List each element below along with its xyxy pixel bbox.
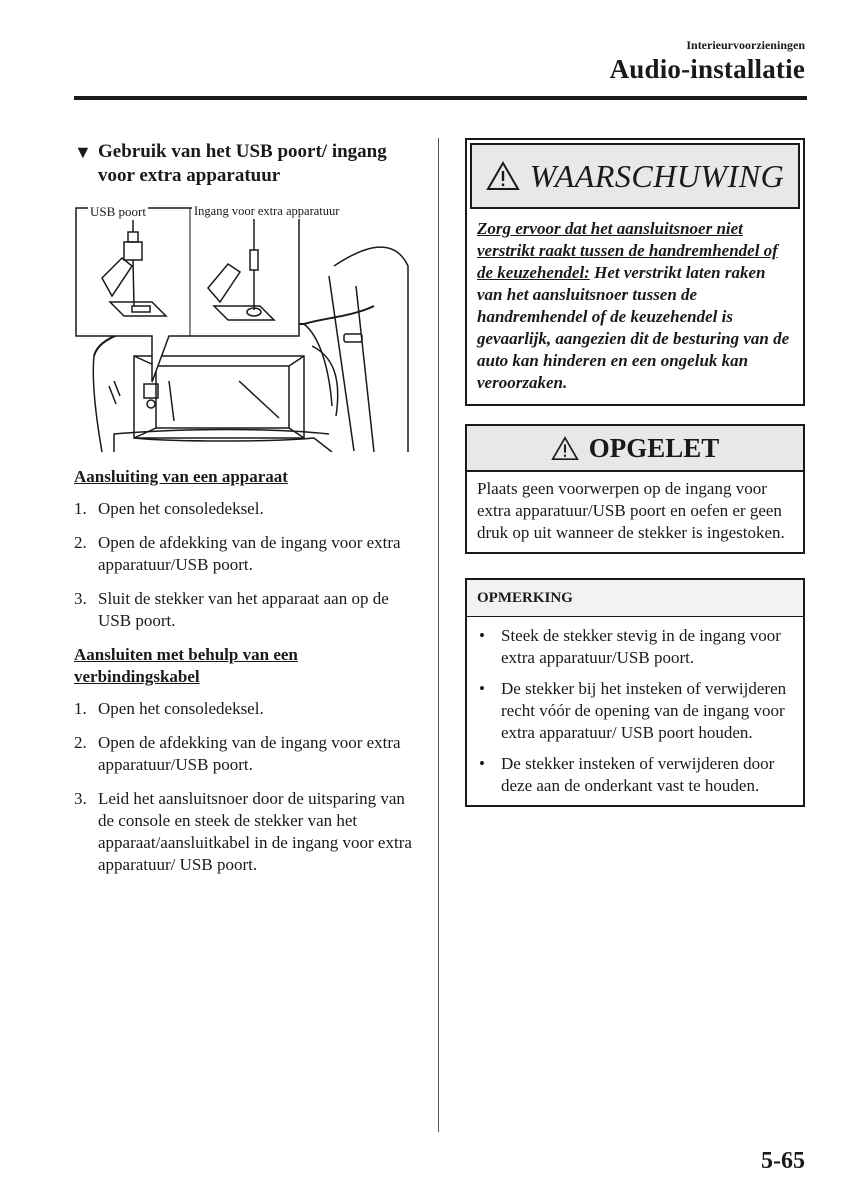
step-text: Open het consoledeksel. [98, 499, 264, 518]
console-diagram [74, 206, 412, 452]
warning-text [467, 212, 803, 404]
page-title: Audio-installatie [609, 54, 805, 84]
subsection-heading: Aansluiten met behulp van een verbindingskabel [74, 645, 298, 686]
header-section: Interieurvoorzieningen [686, 38, 805, 52]
subsection-heading: Aansluiting van een apparaat [74, 467, 288, 486]
note-item [477, 678, 793, 744]
aux-input-label: Ingang voor extra apparatuur [194, 204, 340, 218]
steps-list [74, 498, 414, 632]
warning-title: WAARSCHUWING [529, 157, 785, 194]
step-text: Open de afdekking van de ingang voor extra apparatuur/USB poort. [98, 733, 401, 774]
warning-underlined-text: Zorg ervoor dat het aansluitsnoer niet verstrikt raakt tussen de handremhendel of de keuzehendel: [477, 219, 778, 282]
step-text: Open het consoledeksel. [98, 699, 264, 718]
warning-box [465, 138, 805, 406]
step-number: 1. [74, 499, 87, 518]
right-column [465, 138, 805, 807]
warning-triangle-icon [486, 161, 520, 191]
caution-box [465, 424, 805, 554]
header-divider [74, 96, 807, 100]
caution-header [467, 426, 803, 472]
step-number: 1. [74, 699, 87, 718]
step-number: 3. [74, 589, 87, 608]
usb-port-illustration [74, 206, 412, 452]
step-number: 2. [74, 733, 87, 752]
step-item [74, 732, 414, 776]
note-item [477, 625, 793, 669]
caution-triangle-icon [551, 436, 579, 461]
step-item [74, 788, 414, 876]
note-list [467, 617, 803, 805]
warning-body-text: Het verstrikt laten raken van het aansluitsnoer tussen de handremhendel of de keuzehendel is gevaarlijk, aangezien dit de besturing van de auto kan hinderen en een ongeluk kan veroorzaken. [477, 263, 790, 392]
step-item [74, 532, 414, 576]
connect-device-section [74, 466, 414, 632]
bullet-icon: • [479, 679, 485, 698]
step-text: Open de afdekking van de ingang voor extra apparatuur/USB poort. [98, 533, 401, 574]
steps-list [74, 698, 414, 876]
note-title: OPMERKING [467, 580, 803, 617]
step-item [74, 698, 414, 720]
step-text: Sluit de stekker van het apparaat aan op de USB poort. [98, 589, 389, 630]
bullet-icon: • [479, 626, 485, 645]
connect-cable-section [74, 644, 414, 876]
step-item [74, 588, 414, 632]
step-item [74, 498, 414, 520]
column-divider [438, 138, 439, 1132]
caution-title: OPGELET [588, 432, 720, 463]
note-item-text: Steek de stekker stevig in de ingang voor extra apparatuur/USB poort. [501, 626, 781, 667]
step-text: Leid het aansluitsnoer door de uitsparing van de console en steek de stekker van het apparaat/aansluitkabel in de ingang voor extra apparatuur/ USB poort. [98, 789, 412, 874]
step-number: 3. [74, 789, 87, 808]
left-column [74, 140, 414, 888]
triangle-bullet-icon: ▼ [74, 142, 92, 162]
section-title-text: Gebruik van het USB poort/ ingang voor extra apparatuur [98, 141, 387, 186]
page-number: 5-65 [761, 1148, 805, 1174]
note-item-text: De stekker bij het insteken of verwijderen recht vóór de opening van de ingang voor extra apparatuur/ USB poort houden. [501, 679, 787, 742]
section-title [74, 140, 414, 188]
usb-port-label: USB poort [90, 204, 146, 219]
warning-header [470, 143, 800, 209]
note-item-text: De stekker insteken of verwijderen door deze aan de onderkant vast te houden. [501, 754, 775, 795]
note-box [465, 578, 805, 807]
caution-text: Plaats geen voorwerpen op de ingang voor extra apparatuur/USB poort en oefen er geen druk op uit wanneer de stekker is ingestoken. [477, 479, 785, 542]
bullet-icon: • [479, 754, 485, 773]
note-item [477, 753, 793, 797]
step-number: 2. [74, 533, 87, 552]
